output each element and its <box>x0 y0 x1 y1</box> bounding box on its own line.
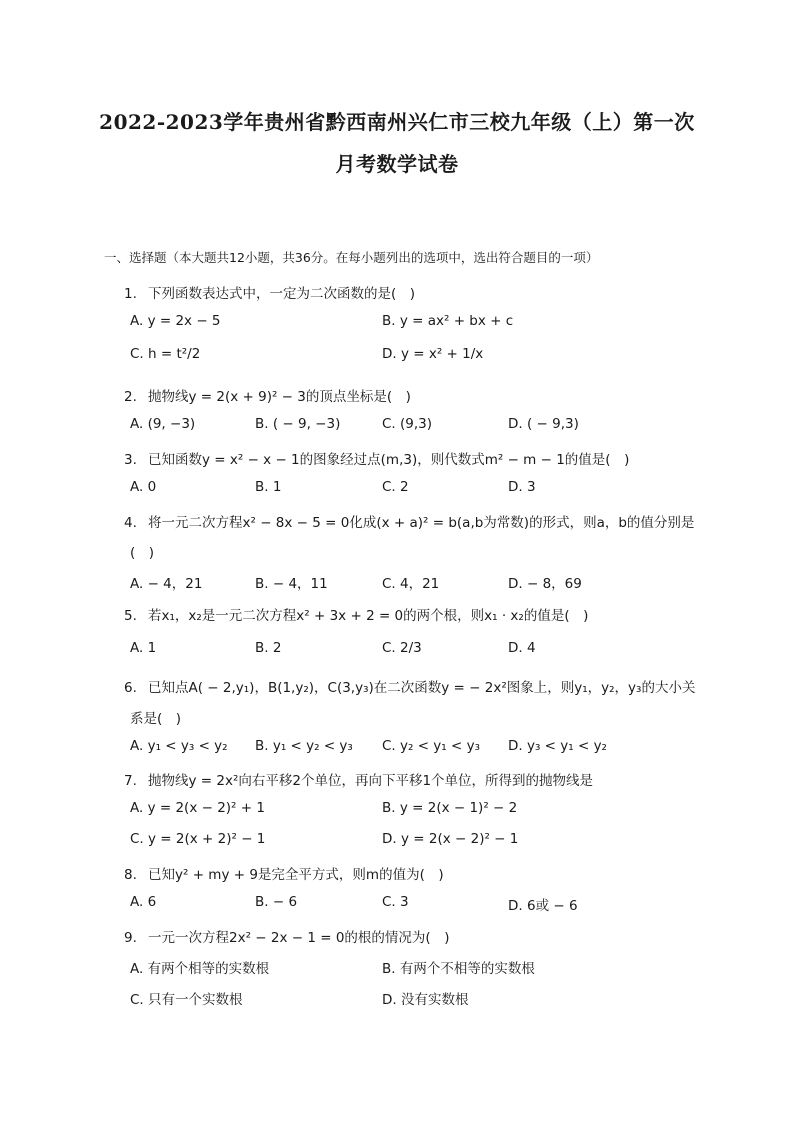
page-title-line-1: 2022-2023学年贵州省黔西南州兴仁市三校九年级（上）第一次 <box>99 110 695 134</box>
option-d[interactable]: D. y = x² + 1/x <box>382 346 484 362</box>
option-c[interactable]: C. 2 <box>382 479 409 495</box>
question-stem: 已知y² + my + 9是完全平方式，则m的值为( ) <box>148 867 444 883</box>
question-stem: 下列函数表达式中，一定为二次函数的是( ) <box>148 286 416 302</box>
section-heading: 一、选择题（本大题共12小题，共36分。在每小题列出的选项中，选出符合题目的一项） <box>104 250 599 265</box>
option-b[interactable]: B. 2 <box>255 640 282 656</box>
question-stem: 抛物线y = 2(x + 9)² − 3的顶点坐标是( ) <box>148 389 411 405</box>
question-8: 8. 已知y² + my + 9是完全平方式，则m的值为( ) <box>124 867 444 883</box>
option-d[interactable]: D. 4 <box>508 640 536 656</box>
question-4: 4. 将一元二次方程x² − 8x − 5 = 0化成(x + a)² = b(a,b为常数)的形式，则a，b的值分别是 <box>124 515 695 531</box>
option-b[interactable]: B. − 6 <box>255 894 298 910</box>
option-c[interactable]: C. 3 <box>382 894 409 910</box>
question-stem: 抛物线y = 2x²向右平移2个单位，再向下平移1个单位，所得到的抛物线是 <box>148 773 594 789</box>
option-d[interactable]: D. ( − 9,3) <box>508 416 579 432</box>
option-a[interactable]: A. y = 2(x − 2)² + 1 <box>130 800 265 816</box>
question-9: 9. 一元一次方程2x² − 2x − 1 = 0的根的情况为( ) <box>124 930 450 946</box>
question-1: 1. 下列函数表达式中，一定为二次函数的是( ) <box>124 286 416 302</box>
option-d[interactable]: D. 3 <box>508 479 536 495</box>
question-2: 2. 抛物线y = 2(x + 9)² − 3的顶点坐标是( ) <box>124 389 411 405</box>
page-title-line-2: 月考数学试卷 <box>335 152 459 176</box>
option-a[interactable]: A. 有两个相等的实数根 <box>130 961 270 977</box>
question-3: 3. 已知函数y = x² − x − 1的图象经过点(m,3)，则代数式m² − m − 1的值是( ) <box>124 452 630 468</box>
option-a[interactable]: A. 6 <box>130 894 157 910</box>
option-c[interactable]: C. 4，21 <box>382 576 440 592</box>
option-c[interactable]: C. y₂ < y₁ < y₃ <box>382 738 481 754</box>
option-c[interactable]: C. 只有一个实数根 <box>130 992 243 1008</box>
question-stem: 若x₁，x₂是一元二次方程x² + 3x + 2 = 0的两个根，则x₁ · x₂的值是( ) <box>148 608 589 624</box>
option-d[interactable]: D. 6或 − 6 <box>508 898 578 914</box>
option-b[interactable]: B. 1 <box>255 479 282 495</box>
option-b[interactable]: B. ( − 9, −3) <box>255 416 341 432</box>
option-d[interactable]: D. 没有实数根 <box>382 992 469 1008</box>
option-c[interactable]: C. 2/3 <box>382 640 422 656</box>
option-a[interactable]: A. y₁ < y₃ < y₂ <box>130 738 228 754</box>
question-stem: 已知函数y = x² − x − 1的图象经过点(m,3)，则代数式m² − m − 1的值是( ) <box>148 452 630 468</box>
option-d[interactable]: D. − 8，69 <box>508 576 582 592</box>
option-a[interactable]: A. − 4，21 <box>130 576 203 592</box>
option-b[interactable]: B. y = ax² + bx + c <box>382 313 514 329</box>
option-b[interactable]: B. y = 2(x − 1)² − 2 <box>382 800 518 816</box>
question-5: 5. 若x₁，x₂是一元二次方程x² + 3x + 2 = 0的两个根，则x₁ · x₂的值是( ) <box>124 608 589 624</box>
option-a[interactable]: A. 1 <box>130 640 157 656</box>
option-a[interactable]: A. (9, −3) <box>130 416 196 432</box>
option-b[interactable]: B. y₁ < y₂ < y₃ <box>255 738 353 754</box>
option-a[interactable]: A. y = 2x − 5 <box>130 313 221 329</box>
question-stem-continuation: ( ) <box>130 545 155 561</box>
question-7: 7. 抛物线y = 2x²向右平移2个单位，再向下平移1个单位，所得到的抛物线是 <box>124 773 594 789</box>
question-stem: 已知点A( − 2,y₁)，B(1,y₂)，C(3,y₃)在二次函数y = − 2x²图象上，则y₁，y₂，y₃的大小关 <box>148 680 696 696</box>
question-stem: 一元一次方程2x² − 2x − 1 = 0的根的情况为( ) <box>148 930 450 946</box>
option-d[interactable]: D. y = 2(x − 2)² − 1 <box>382 831 519 847</box>
question-stem-continuation: 系是( ) <box>130 711 182 727</box>
option-c[interactable]: C. h = t²/2 <box>130 346 201 362</box>
option-d[interactable]: D. y₃ < y₁ < y₂ <box>508 738 607 754</box>
option-a[interactable]: A. 0 <box>130 479 157 495</box>
question-6: 6. 已知点A( − 2,y₁)，B(1,y₂)，C(3,y₃)在二次函数y = − 2x²图象上，则y₁，y₂，y₃的大小关 <box>124 680 696 696</box>
option-b[interactable]: B. − 4，11 <box>255 576 328 592</box>
question-stem: 将一元二次方程x² − 8x − 5 = 0化成(x + a)² = b(a,b为常数)的形式，则a，b的值分别是 <box>148 515 695 531</box>
option-c[interactable]: C. y = 2(x + 2)² − 1 <box>130 831 266 847</box>
option-c[interactable]: C. (9,3) <box>382 416 433 432</box>
option-b[interactable]: B. 有两个不相等的实数根 <box>382 961 535 977</box>
